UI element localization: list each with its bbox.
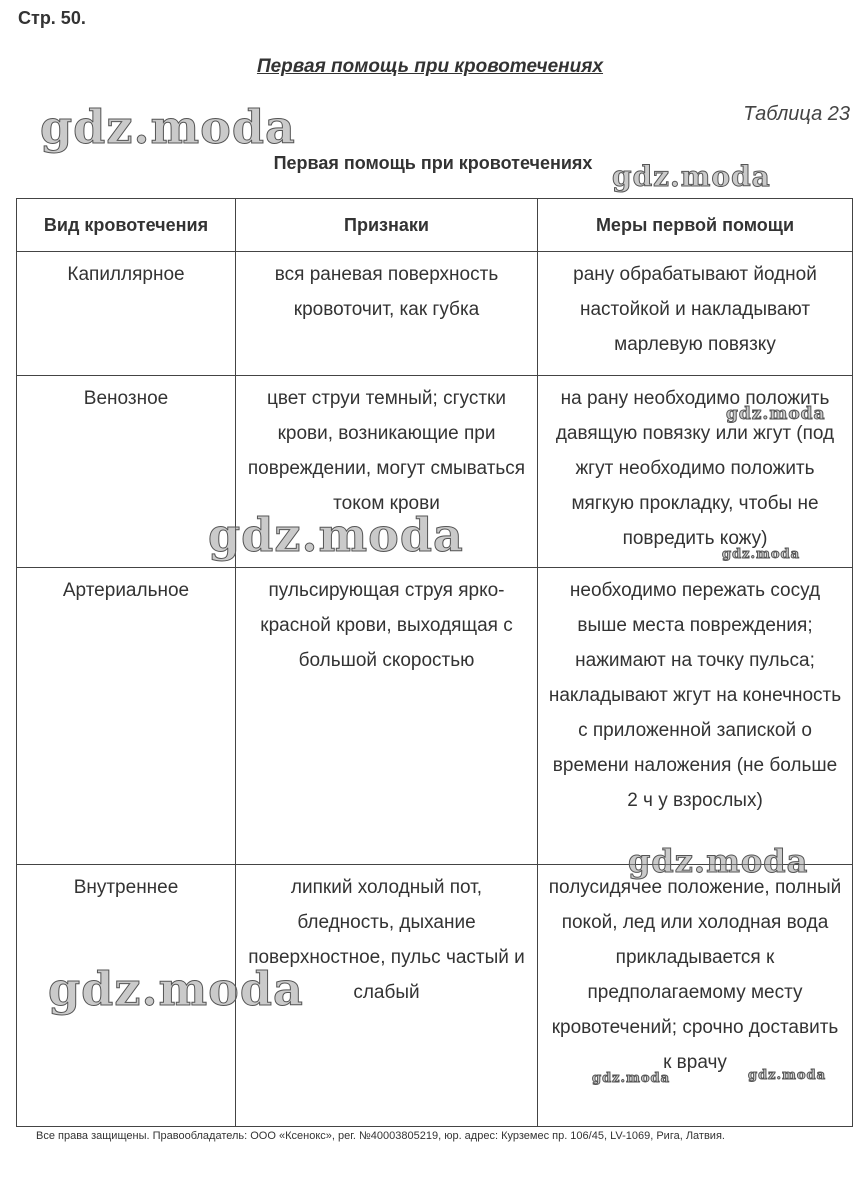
watermark-logo: gdz.moda — [612, 160, 771, 193]
watermark-logo: gdz.moda — [722, 547, 801, 562]
watermark-logo: gdz.moda — [48, 962, 304, 1016]
page-title: Первая помощь при кровотечениях — [256, 56, 604, 77]
bleeding-first-aid-table — [16, 198, 853, 1127]
bleeding-type-cell: Венозное — [17, 376, 236, 568]
signs-cell: липкий холодный пот, бледность, дыхание поверхностное, пульс частый и слабый — [236, 865, 538, 1127]
table-number: Таблица 23 — [743, 103, 850, 125]
table-row — [17, 376, 853, 568]
measures-cell: необходимо пережать сосуд выше места повреждения; нажимают на точку пульса; накладывают жгут на конечность с приложенной запиской о времени наложения (не больше 2 ч у взрослых) — [538, 568, 853, 865]
bleeding-type-cell: Внутреннее — [17, 865, 236, 1127]
watermark-logo: gdz.moda — [628, 842, 809, 880]
table-row — [17, 865, 853, 1127]
watermark-logo: gdz.moda — [208, 508, 464, 562]
watermark-logo: gdz.moda — [592, 1071, 671, 1086]
measures-cell: рану обрабатывают йодной настойкой и накладывают марлевую повязку — [538, 252, 853, 376]
table-row — [17, 568, 853, 865]
bleeding-type-cell: Артериальное — [17, 568, 236, 865]
page-label: Стр. 50. — [18, 8, 86, 28]
header-bleeding-type: Вид кровотечения — [17, 199, 236, 252]
table-row — [17, 252, 853, 376]
table-header-row — [17, 199, 853, 252]
signs-cell: вся раневая поверхность кровоточит, как губка — [236, 252, 538, 376]
signs-cell: цвет струи темный; сгустки крови, возникающие при повреждении, могут смываться током крови — [236, 376, 538, 568]
measures-cell: на рану необходимо положить давящую повязку или жгут (под жгут необходимо положить мягкую прокладку, чтобы не повредить кожу) — [538, 376, 853, 568]
copyright-notice: Все права защищены. Правообладатель: ООО «Ксенокс», рег. №40003805219, юр. адрес: Курземес пр. 106/45, LV-1069, Рига, Латвия. — [36, 1130, 725, 1142]
measures-cell: полусидячее положение, полный покой, лед или холодная вода прикладывается к предполагаемому месту кровотечений; срочно доставить к врачу — [538, 865, 853, 1127]
bleeding-type-cell: Капиллярное — [17, 252, 236, 376]
watermark-logo: gdz.moda — [726, 404, 826, 424]
signs-cell: пульсирующая струя ярко-красной крови, выходящая с большой скоростью — [236, 568, 538, 865]
header-signs: Признаки — [236, 199, 538, 252]
table-caption: Первая помощь при кровотечениях — [273, 153, 593, 173]
watermark-logo: gdz.moda — [40, 100, 296, 154]
watermark-logo: gdz.moda — [748, 1068, 827, 1083]
header-first-aid-measures: Меры первой помощи — [538, 199, 853, 252]
